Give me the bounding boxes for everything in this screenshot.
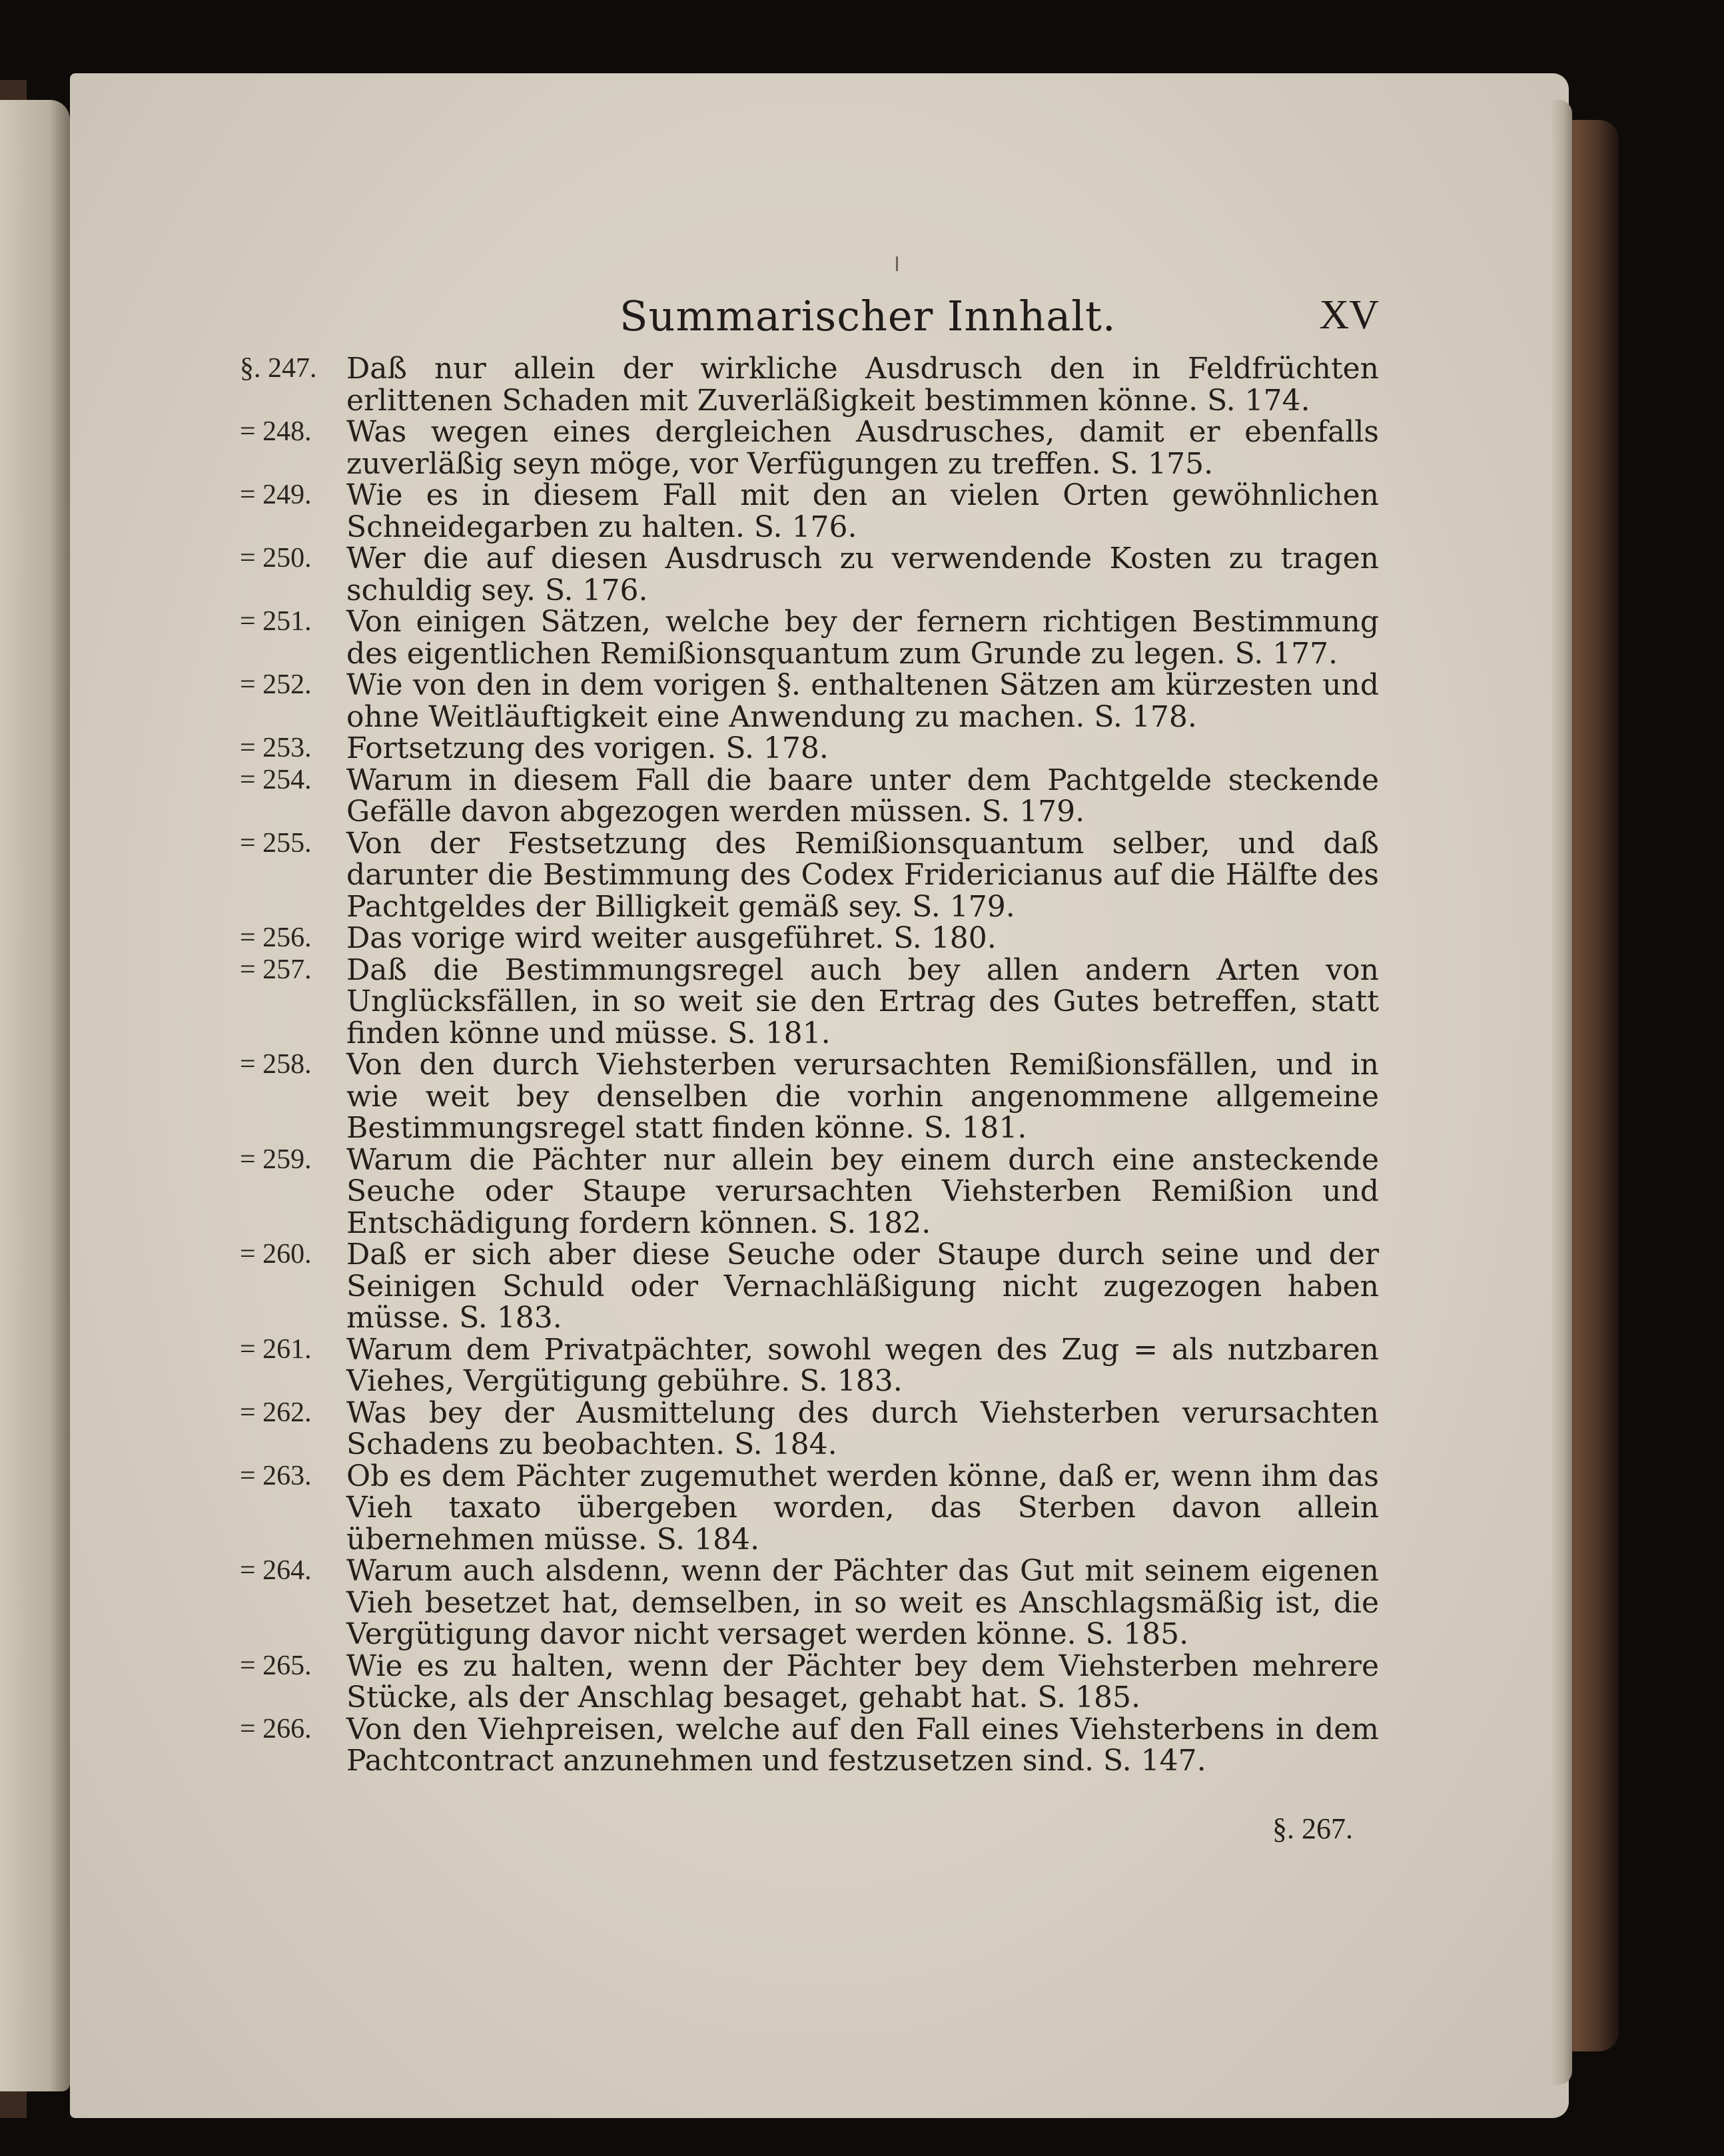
section-number: = 261. <box>240 1333 312 1365</box>
section-summary: Von einigen Sätzen, welche bey der fernern richtigen Bestimmung des eigentlichen Remißionsquantum zum Grunde zu legen. S. 177. <box>346 605 1379 671</box>
section-summary: Fortsetzung des vorigen. S. 178. <box>346 731 829 765</box>
section-number: = 248. <box>240 416 312 447</box>
section-number: = 250. <box>240 543 312 573</box>
section-summary: Daß er sich aber diese Seuche oder Staupe durch seine und der Seinigen Schuld oder Vernachläßigung nicht zugezogen haben müsse. S. 183. <box>346 1238 1379 1335</box>
section-summary: Wie es in diesem Fall mit den an vielen Orten gewöhnlichen Schneidegarben zu halten. S. 176. <box>346 478 1379 544</box>
section-summary: Ob es dem Pächter zugemuthet werden könne, daß er, wenn ihm das Vieh taxato übergeben worden, das Sterben davon allein übernehmen müsse. S. 184. <box>346 1459 1379 1557</box>
ink-mark <box>896 256 898 271</box>
section-summary: Von den durch Viehsterben verursachten Remißionsfällen, und in wie weit bey denselben die vorhin angenommene allgemeine Bestimmungsregel statt finden könne. S. 181. <box>346 1048 1379 1145</box>
page-title: Summarischer Innhalt. <box>620 292 1116 340</box>
catchword: §. 267. <box>1272 1812 1353 1845</box>
section-summary: Warum auch alsdenn, wenn der Pächter das Gut mit seinem eigenen Vieh besetzet hat, demselben, in so weit es Anschlagsmäßig ist, die Vergütigung davor nicht versaget werden könne. S. 185. <box>346 1554 1379 1651</box>
section-summary: Was bey der Ausmittelung des durch Viehsterben verursachten Schadens zu beobachten. S. 184. <box>346 1395 1379 1461</box>
section-entry <box>240 828 1379 923</box>
section-number: §. 247. <box>240 353 317 384</box>
section-entry <box>240 954 1379 1050</box>
section-number: = 259. <box>240 1144 312 1175</box>
section-number: = 255. <box>240 827 312 859</box>
section-number: = 253. <box>240 733 312 763</box>
section-entry <box>240 922 1379 954</box>
section-number: = 262. <box>240 1397 312 1428</box>
summary-list <box>240 353 1379 1777</box>
section-number: = 263. <box>240 1460 312 1491</box>
section-entry <box>240 1461 1379 1556</box>
section-number: = 249. <box>240 480 312 510</box>
section-summary: Was wegen eines dergleichen Ausdrusches, damit er ebenfalls zuverläßig seyn möge, vor Verfügungen zu treffen. S. 175. <box>346 415 1379 481</box>
section-entry <box>240 480 1379 543</box>
section-number: = 254. <box>240 764 312 795</box>
section-entry <box>240 1334 1379 1397</box>
section-summary: Wie es zu halten, wenn der Pächter bey dem Viehsterben mehrere Stücke, als der Anschlag besaget, gehabt hat. S. 185. <box>346 1648 1379 1714</box>
section-summary: Warum dem Privatpächter, sowohl wegen des Zug = als nutzbaren Viehes, Vergütigung gebühre. S. 183. <box>346 1332 1379 1398</box>
section-entry <box>240 733 1379 765</box>
section-number: = 257. <box>240 954 312 985</box>
section-number: = 260. <box>240 1239 312 1269</box>
section-entry <box>240 1397 1379 1461</box>
section-entry <box>240 416 1379 480</box>
page-number: XV <box>1319 292 1379 338</box>
section-entry <box>240 1555 1379 1650</box>
section-entry <box>240 1049 1379 1144</box>
section-summary: Das vorige wird weiter ausgeführet. S. 180. <box>346 921 997 955</box>
section-summary: Daß nur allein der wirkliche Ausdrusch den in Feldfrüchten erlittenen Schaden mit Zuverläßigkeit bestimmen könne. S. 174. <box>346 352 1379 418</box>
section-summary: Warum die Pächter nur allein bey einem durch eine ansteckende Seuche oder Staupe verursachten Viehsterben Remißion und Entschädigung fordern können. S. 182. <box>346 1142 1379 1240</box>
section-entry <box>240 543 1379 606</box>
section-entry <box>240 606 1379 669</box>
section-entry <box>240 353 1379 416</box>
section-number: = 265. <box>240 1650 312 1681</box>
section-entry <box>240 765 1379 828</box>
section-number: = 256. <box>240 922 312 953</box>
section-entry <box>240 669 1379 733</box>
section-summary: Von der Festsetzung des Remißionsquantum selber, und daß darunter die Bestimmung des Codex Fridericianus auf die Hälfte des Pachtgeldes der Billigkeit gemäß sey. S. 179. <box>346 826 1379 924</box>
left-page-edge <box>0 100 70 2091</box>
section-number: = 252. <box>240 669 312 700</box>
section-summary: Warum in diesem Fall die baare unter dem Pachtgelde steckende Gefälle davon abgezogen werden müssen. S. 179. <box>346 763 1379 829</box>
section-number: = 251. <box>240 606 312 637</box>
section-summary: Wie von den in dem vorigen §. enthaltenen Sätzen am kürzesten und ohne Weitläuftigkeit eine Anwendung zu machen. S. 178. <box>346 668 1379 734</box>
section-entry <box>240 1239 1379 1334</box>
section-summary: Daß die Bestimmungsregel auch bey allen andern Arten von Unglücksfällen, in so weit sie den Ertrag des Gutes betreffen, statt finden könne und müsse. S. 181. <box>346 952 1379 1050</box>
running-header <box>620 292 1379 352</box>
page-edge <box>1552 100 1572 2085</box>
section-entry <box>240 1714 1379 1777</box>
section-number: = 258. <box>240 1049 312 1080</box>
section-summary: Von den Viehpreisen, welche auf den Fall eines Viehsterbens in dem Pachtcontract anzunehmen und festzusetzen sind. S. 147. <box>346 1712 1379 1778</box>
section-entry <box>240 1144 1379 1240</box>
section-number: = 266. <box>240 1713 312 1744</box>
section-summary: Wer die auf diesen Ausdrusch zu verwendende Kosten zu tragen schuldig sey. S. 176. <box>346 541 1379 607</box>
section-entry <box>240 1650 1379 1714</box>
section-number: = 264. <box>240 1555 312 1586</box>
